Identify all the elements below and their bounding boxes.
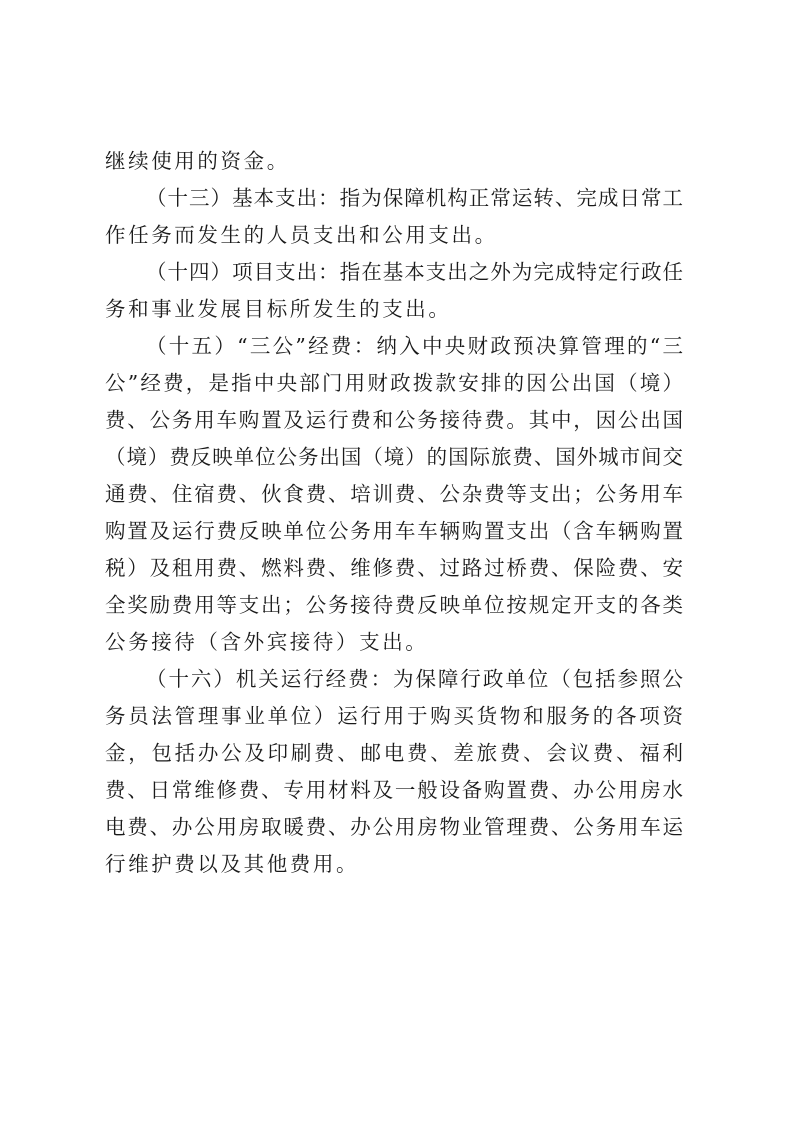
paragraph-14-heading-line: （十四）项目支出：指在基本支出之外为完成特定行政任 xyxy=(146,260,683,284)
text-line: 行维护费以及其他费用。 xyxy=(105,852,360,876)
text-line: 务员法管理事业单位）运行用于购买货物和服务的各项资 xyxy=(105,704,683,728)
text-line: 金，包括办公及印刷费、邮电费、差旅费、会议费、福利 xyxy=(105,741,683,765)
text-line: 公”经费，是指中央部门用财政拨款安排的因公出国（境） xyxy=(105,371,683,395)
text-line: 费、日常维修费、专用材料及一般设备购置费、办公用房水 xyxy=(105,778,683,802)
paragraph-13-heading-line: （十三）基本支出：指为保障机构正常运转、完成日常工 xyxy=(146,186,683,210)
text-line: 全奖励费用等支出；公务接待费反映单位按规定开支的各类 xyxy=(105,593,683,617)
text-line: 购置及运行费反映单位公务用车车辆购置支出（含车辆购置 xyxy=(105,519,683,543)
text-line: 继续使用的资金。 xyxy=(105,149,290,173)
text-line: 费、公务用车购置及运行费和公务接待费。其中，因公出国 xyxy=(105,408,683,432)
text-line: 通费、住宿费、伙食费、培训费、公杂费等支出；公务用车 xyxy=(105,482,683,506)
text-line: 作任务而发生的人员支出和公用支出。 xyxy=(105,223,498,247)
text-line: （境）费反映单位公务出国（境）的国际旅费、国外城市间交 xyxy=(105,445,683,469)
paragraph-16-heading-line: （十六）机关运行经费：为保障行政单位（包括参照公 xyxy=(146,667,683,691)
document-body xyxy=(105,143,683,883)
text-line: 税）及租用费、燃料费、维修费、过路过桥费、保险费、安 xyxy=(105,556,683,580)
text-line: 务和事业发展目标所发生的支出。 xyxy=(105,297,452,321)
text-line: 公务接待（含外宾接待）支出。 xyxy=(105,630,429,654)
paragraph-15-heading-line: （十五）“三公”经费：纳入中央财政预决算管理的“三 xyxy=(146,334,683,358)
text-line: 电费、办公用房取暖费、办公用房物业管理费、公务用车运 xyxy=(105,815,683,839)
